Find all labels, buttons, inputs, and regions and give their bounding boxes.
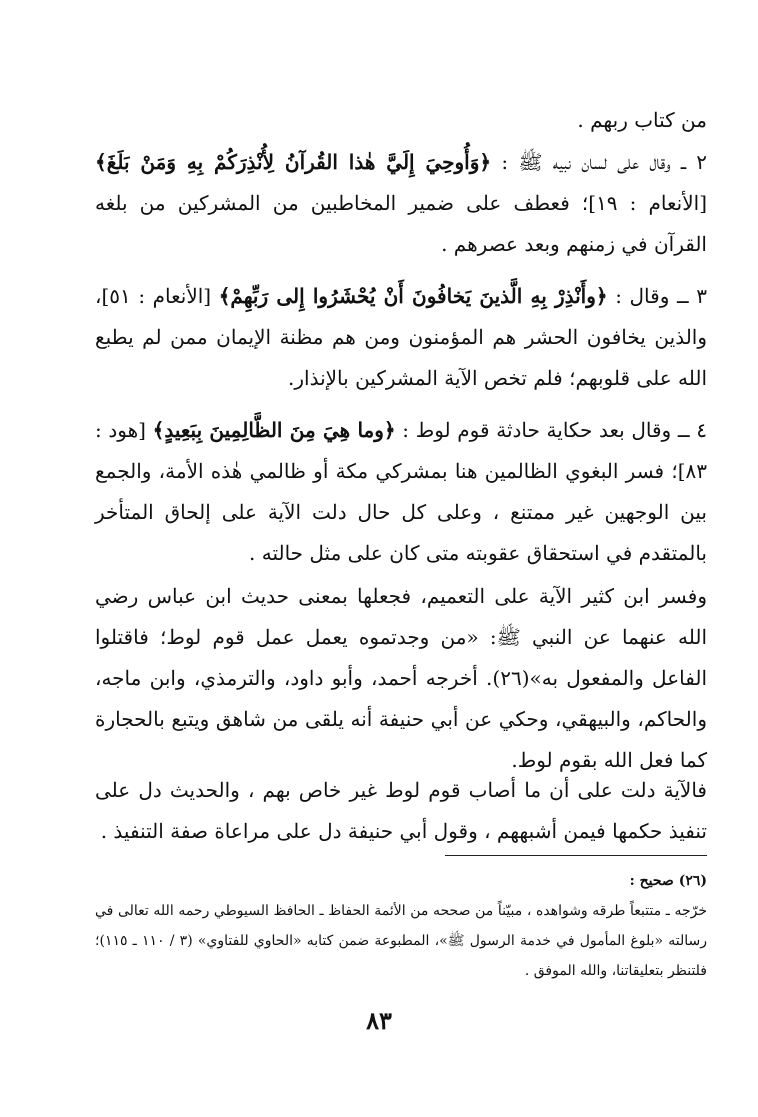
paragraph-6	[95, 770, 707, 852]
paragraph-5	[95, 576, 707, 781]
paragraph-rest: [الأنعام : ٥١]، والذين يخافون الحشر هم المؤمنون ومن هم مظنة الإيمان ممن لم يطبع الله على قلوبهم؛ فلم تخص الآية المشركين بالإنذار.	[95, 284, 707, 390]
paragraph-intro: ٢ ــ وقال على لسان نبيه ﷺ :	[491, 150, 708, 174]
footnote-divider	[445, 855, 707, 856]
paragraph-rest: [الأنعام : ١٩]؛ فعطف على ضمير المخاطبين من المشركين من بلغه القرآن في زمنهم وبعد عصرهم .	[95, 191, 707, 256]
paragraph-text: فالآية دلت على أن ما أصاب قوم لوط غير خاص بهم ، والحديث دل على تنفيذ حكمها فيمن أشبههم ، وقول أبي حنيفة دل على مراعاة صفة التنفيذ .	[95, 778, 707, 843]
footnote-body: خرّجه ـ متتبعاً طرقه وشواهده ، مبيّناً من صححه من الأئمة الحفاظ ـ الحافظ السيوطي رحمه الله تعالى في رسالته «بلوغ المأمول في خدمة الرسول ﷺ»، المطبوعة ضمن كتابه «الحاوي للفتاوي» (٣ / ١١٠ ـ ١١٥)؛ فلتنظر بتعليقاتنا، والله الموفق .	[95, 903, 707, 979]
paragraph-text: وفسر ابن كثير الآية على التعميم، فجعلها بمعنى حديث ابن عباس رضي الله عنهما عن النبي ﷺ: «من وجدتموه يعمل عمل قوم لوط؛ فاقتلوا الفاعل والمفعول به»(٢٦). أخرجه أحمد، وأبو داود، والترمذي، وابن ماجه، والحاكم، والبيهقي، وحكي عن أبي حنيفة أنه يلقى من شاهق ويتبع بالحجارة كما فعل الله بقوم لوط.	[95, 584, 708, 772]
paragraph-rest: [هود : ٨٣]؛ فسر البغوي الظالمين هنا بمشركي مكة أو ظالمي هٰذه الأمة، والجمع بين الوجهين غير ممتنع ، وعلى كل حال دلت الآية على إلحاق المتأخر بالمتقدم في استحقاق عقوبته متى كان على مثل حالته .	[95, 418, 708, 565]
paragraph-1	[95, 100, 707, 141]
quran-verse: ﴿وأَنْذِرْ بِهِ الَّذينَ يَخافُونَ أَنْ يُحْشَرُوا إِلى رَبِّهِمْ﴾	[218, 284, 608, 308]
paragraph-3	[95, 276, 707, 399]
paragraph-4	[95, 410, 707, 574]
paragraph-intro: ٤ ــ وقال بعد حكاية حادثة قوم لوط :	[395, 418, 707, 442]
quran-verse: ﴿وَأُوحِيَ إِلَيَّ هٰذا القُرآنُ لِأُنْذِرَكُمْ بِهِ وَمَنْ بَلَغَ﴾	[95, 150, 492, 174]
quran-verse: ﴿وما هِيَ مِنَ الظَّالِمِينَ بِبَعِيدٍ﴾	[152, 418, 396, 442]
page-number: ٨٣	[366, 1006, 392, 1035]
footnote-title: (٢٦) صحيح :	[629, 873, 707, 889]
footnote	[95, 866, 707, 986]
paragraph-text: من كتاب ربهم .	[577, 108, 707, 132]
paragraph-2	[95, 142, 707, 265]
paragraph-intro: ٣ ــ وقال :	[607, 284, 707, 308]
